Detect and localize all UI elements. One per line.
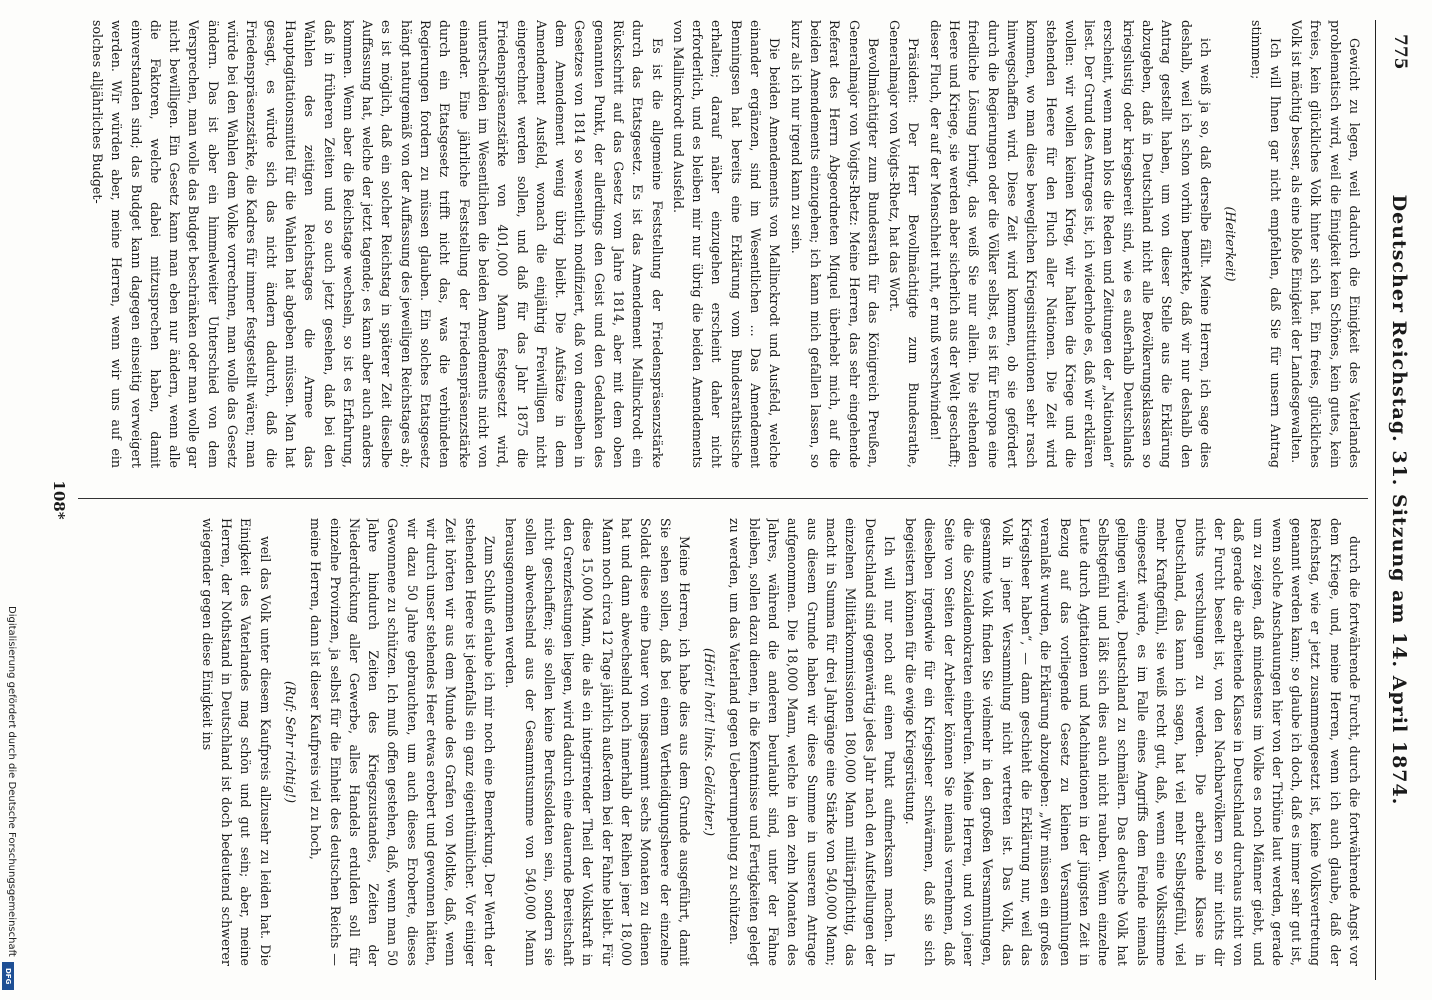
paragraph: durch die fortwährende Furcht, durch die fortwährende Angst vor dem Kriege, und, meine Herren, wenn ich auch glaube, daß der Reichstag, wie er jetzt zusammengesetzt ist, keine Volksvertretung genannt werden kann; so glaube ich doch, daß es immer sehr gut ist, wenn solche Anschauungen hier von der Tribüne laut werden, gerade um zu zeigen, daß mindestens im Volke es noch Männer giebt, und daß gerade die arbeitende Klasse in Deutschland durchaus nicht von der Furcht beseelt ist, von den Nachbarvölkern so mir nichts dir nichts verschlungen zu werden. Die arbeitende Klasse in Deutschland, das kann ich sagen, hat viel mehr Selbstgefühl, viel mehr Kraftgefühl, sie weiß recht gut, daß, wenn eine Volksstimme eingesetzt würde, es im Falle eines Angriffs dem Feinde niemals gelingen würde, Deutschland zu schmälern. Das deutsche Volk hat Selbstgefühl und läßt sich dies auch nicht rauben. Wenn einzelne Leute durch Agitationen und Machinationen in der jüngsten Zeit in Bezug auf das vorliegende Gesetz zu kleinen Versammlungen veranlaßt wurden, die Erklärung abzugeben: „Wir müssen ein großes Kriegsheer haben“, — dann geschieht die Erklärung nur, weil das Volk in jener Versammlung nicht vertreten ist. Das Volk, das gesammte Volk finden Sie vielmehr in den großen Versammlungen, die die Sozialdemokraten einberufen. Meine Herren, und von jener Seite von Seiten der Arbeiter können Sie niemals vernehmen, daß dieselben irgendwie für ein Kriegsheer schwärmen, daß sie sich begeistern können für die ewige Kriegsrüstung. xyxy=(903,518,1362,966)
paragraph: Ich will Ihnen gar nicht empfehlen, daß Sie für unsern Antrag stimmen; xyxy=(1248,20,1283,468)
paragraph: ich weiß ja so, daß derselbe fällt. Meine Herren, ich sage dies deshalb, weil ich schon vorhin bemerkte, daß wir nur deshalb den Antrag gestellt haben, um von dieser Stelle aus die Erklärung abzugeben, daß in Deutschland nicht alle Bevölkerungsklassen so kriegslustig oder kriegsbereit sind, wie es außerhalb Deutschlands erscheint, wenn man blos die Reden und Zeitungen der „Nationalen“ liest. Der Grund des Antrages ist, ich wiederhole es, daß wir erklären wollen: wir wollen keinen Krieg, wir halten die Kriege und die stehenden Heere für den Fluch aller Nationen. Die Zeit wird kommen, wo man diese beweglichen Kriegsinstitutionen sehr rasch hinwegschaffen wird. Diese Zeit wird kommen, ob sie gefördert durch die Regierungen oder die Völker selbst, es ist für Europa eine friedliche Lösung bringt, das weiß Sie nur allein. Die stehenden Heere und Kriege, sie werden aber sicherlich aus der Welt geschafft; dieser Fluch, der auf der Menschheit ruht, er muß verschwinden! xyxy=(927,20,1213,468)
paragraph: Es ist die allgemeine Feststellung der Friedenspräsenzstärke durch das Etatsgesetz. Es ist das Amendement Mallinckrodt ein Rückschritt auf das Gesetz vom Jahre 1814, aber mit dem oben genannten Punkt, der allerdings den Geist und den Gedanken des Gesetzes von 1814 so wesentlich modifiziert, daß von demselben in dem Amendement wenig übrig bleibt. Die Aufsätze in dem Amendement Ausfeld, wonach die einjährig Freiwilligen nicht eingerechnet werden sollen, und daß für das Jahr 1875 die Friedenspräsenzstärke von 401,000 Mann festgesetzt wird, unterscheiden im Wesentlichen die beiden Amendements nicht von einander. Eine jährliche Feststellung der Friedenspräsenzstärke durch ein Etatsgesetz trifft nicht das, was die verbündeten Regierungen fordern zu müssen glauben. Ein solches Etatsgesetz hängt naturgemäß von der Auffassung des jeweiligen Reichstages ab; es ist möglich, daß ein solcher Reichstag in späterer Zeit dieselbe Auffassung hat, welche der jetzt tagende; es kann aber auch anders kommen. Wenn aber die Reichstage wechseln, so ist es Erfahrung, daß in früheren Zeiten und so auch jetzt gesehen, daß bei den Wahlen des zeitigen Reichstages die Armee das Hauptagitationsmittel für die Wahlen hat abgeben müssen. Man hat gesagt, es würde sich das nicht ändern dadurch, daß die Friedenspräsenzstärke, die Kadres für immer festgestellt wären; man würde bei den Wahlen dem Volke vorrechnen, man wolle das Gesetz ändern. Das ist aber ein himmelweiter Unterschied von dem Versprechen, man wolle das Budget beschränken oder man wolle gar nicht bewilligen. Ein Gesetz kann man eben nur ändern, wenn alle die Faktoren, welche dabei mitzusprechen haben, damit einverstanden sind; das Budget kann dagegen einseitig verweigert werden. Wir würden aber, meine Herren, wenn wir uns auf ein solches alljährliches Budget- xyxy=(90,20,665,468)
column-divider xyxy=(78,498,1368,499)
digitization-note: Digitalisierung gefördert durch die Deutsche Forschungsgemeinschaft xyxy=(6,606,17,957)
paragraph: weil das Volk unter diesem Kaufpreis allzusehr zu leiden hat. Die Einigkeit des Vaterlandes mag schön und gut sein; aber, meine Herren, der Nothstand in Deutschland ist doch bedeutend schwerer wiegender gegen diese Einigkeit ins xyxy=(199,518,273,966)
paragraph: Ich will nur noch auf einen Punkt aufmerksam machen. In Deutschland sind gegenwärtig jedes Jahr nach den Aufstellungen der einzelnen Militärkommissionen 180,000 Mann militärpflichtig, das macht in Summa für drei Jahrgänge eine Stärke von 540,000 Mann; aus diesem Grunde haben wir diese Summe in unserem Antrage aufgenommen. Die 18,000 Mann, welche in den zehn Monaten des Jahres, während die anderen beurlaubt sind, unter der Fahne bleiben, sollen dazu dienen, in die Kenntnisse und Fertigkeiten gelegt zu werden, um das Vaterland gegen Ueberrumpelung zu schützen. xyxy=(727,518,897,966)
page-header xyxy=(1375,20,1416,980)
printed-sheet xyxy=(16,20,1416,980)
dfg-logo-icon: DFG xyxy=(2,962,14,990)
right-column xyxy=(84,518,1364,966)
interjection: (Heiterkeit) xyxy=(1223,206,1239,282)
page-number: 775 xyxy=(1390,34,1410,70)
paragraph: Gewicht zu legen, weil dadurch die Einigkeit des Vaterlandes problematisch wird, weil die Einigkeit kein Schönes, kein gutes, kein freies, kein glückliches Volk hinter sich hat. Ein freies, glückliches Volk ist mächtig besser, als eine bloße Einigkeit der Landesgewalten. xyxy=(1289,20,1362,468)
interjection: (Hört! hört! links. Gelächter.) xyxy=(702,647,718,836)
left-column xyxy=(84,20,1364,468)
paragraph: Die beiden Amendements von Mallinckrodt und Ausfeld, welche einander ergänzen, sind im Wesentlichen ... Das Amendement Benningsen hat bereits eine Erklärung vom Bundesrathstische erhalten; darauf näher einzugehen erscheint daher nicht erforderlich, und es bleiben mir nur übrig die beiden Amendements von Mallinckrodt und Ausfeld. xyxy=(670,20,783,468)
paragraph: Meine Herren, ich habe dies aus dem Grunde ausgeführt, damit Sie sehen sollen, daß bei einem Vertheidigungsheere der einzelne Soldat diese eine Dauer von insgesammt sechs Monaten zu dienen hat und dann abwechselnd noch innerhalb der Reihen jener 18,000 Mann noch circa 12 Tage jährlich außerdem bei der Fahne bleibt. Für diese 15,000 Mann, die als ein integrirender Theil der Volkskraft in den Grenzfestungen liegen, wird dadurch eine dauernde Bereitschaft nicht geschaffen; sie sollen keine Berufssoldaten sein, sondern sie sollen abwechselnd aus der Gesammtsumme von 540,000 Mann herausgenommen werden. xyxy=(503,518,692,966)
paragraph: Zum Schluß erlaube ich mir noch eine Bemerkung. Der Werth der stehenden Heere ist jedenfalls ein ganz eigenthümlicher. Vor einiger Zeit hörten wir aus dem Munde des Grafen von Moltke, daß, wenn wir durch unser stehendes Heer etwas erobert und gewonnen hätten, wir dazu 50 Jahre gebrauchten, um auch dieses Eroberte, dieses Gewonnene zu schützen. Ich muß offen gestehen, daß, wenn man 50 Jahre hindurch Zeiten des Kriegszustandes, Zeiten der Niederdrückung aller Gewerbe, alles Handels erdulden soll für einzelne Provinzen, ja selbst für die Einheit des deutschen Reichs — meine Herren, dann ist dieser Kaufpreis viel zu hoch, xyxy=(308,518,497,966)
page-title: Deutscher Reichstag. 31. Sitzung am 14. April 1874. xyxy=(1388,194,1410,806)
president-speech: Präsident: Der Herr Bevollmächtigte zum Bundesrathe, Generalmajor von Voigts-Rhetz, hat das Wort. xyxy=(887,20,922,468)
signature-mark: 108* xyxy=(50,480,68,520)
interjection: (Ruf: Sehr richtig!) xyxy=(282,681,298,803)
paragraph: Bevollmächtigter zum Bundesrath für das Königreich Preußen, Generalmajor von Voigts-Rhetz: Meine Herren, das sehr eingehende Referat des Herrn Abgeordneten Miquel überhebt mich, auf die beiden Amendements einzugehen; ich kann mich gefallen lassen, so kurz als ich nur irgend kann zu sein. xyxy=(788,20,881,468)
